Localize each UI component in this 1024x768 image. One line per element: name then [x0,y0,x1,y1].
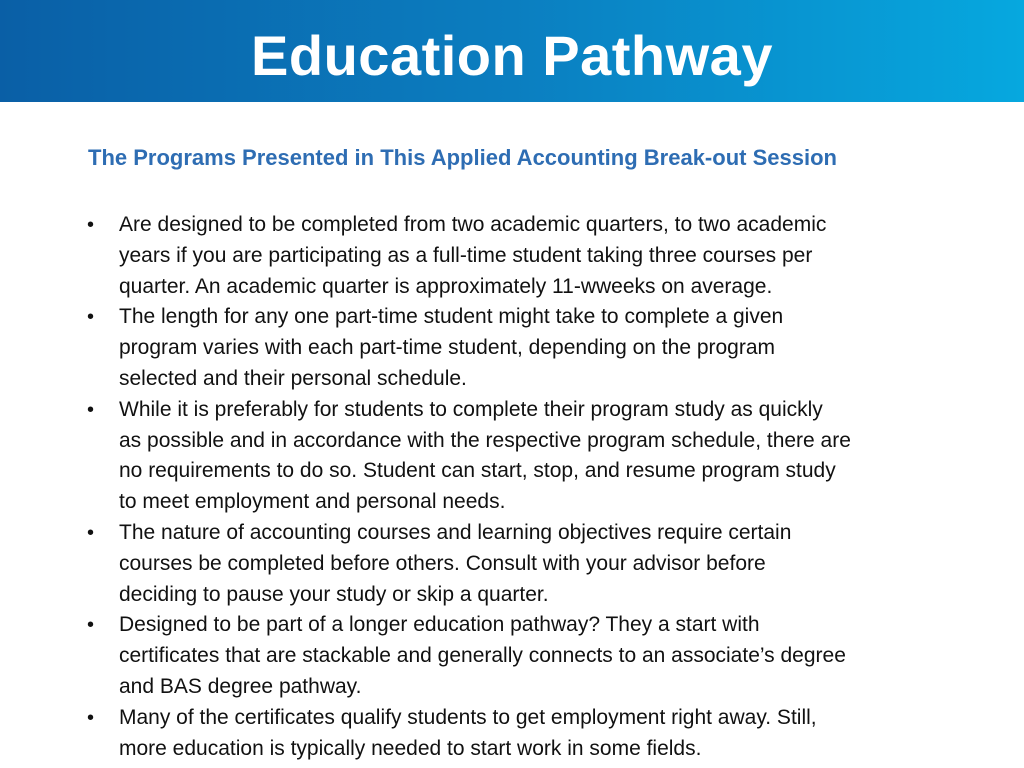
bullet-line: The length for any one part-time student might take to complete a given [119,305,784,329]
bullet-line: selected and their personal schedule. [119,366,467,390]
bullet-dot-icon: • [87,614,95,637]
bullet-line: The nature of accounting courses and learning objectives require certain [119,520,792,544]
bullet-item [88,210,958,302]
bullet-item [88,703,958,765]
bullet-line: Designed to be part of a longer education pathway? They a start with [119,613,760,637]
bullet-line: no requirements to do so. Student can start, stop, and resume program study [119,459,836,483]
bullet-line: program varies with each part-time student, depending on the program [119,336,776,360]
bullet-item [88,302,958,394]
bullet-dot-icon: • [87,306,95,329]
bullet-line: courses be completed before others. Consult with your advisor before [119,551,766,575]
bullet-line: and BAS degree pathway. [119,674,362,698]
bullet-dot-icon: • [87,706,95,729]
bullet-line: While it is preferably for students to complete their program study as quickly [119,397,823,421]
bullet-item [88,610,958,702]
bullet-dot-icon: • [87,521,95,544]
bullet-line: more education is typically needed to start work in some fields. [119,736,702,760]
bullet-line: years if you are participating as a full-time student taking three courses per [119,243,813,267]
bullet-item [88,518,958,610]
bullet-line: certificates that are stackable and generally connects to an associate’s degree [119,644,846,668]
slide-title: Education Pathway [251,24,773,87]
bullet-line: Are designed to be completed from two academic quarters, to two academic [119,213,827,236]
slide-subtitle: The Programs Presented in This Applied Accounting Break-out Session [88,145,837,170]
bullet-dot-icon: • [87,398,95,421]
bullet-line: Many of the certificates qualify students to get employment right away. Still, [119,705,817,729]
bullet-line: to meet employment and personal needs. [119,490,506,514]
bullet-line: quarter. An academic quarter is approximately 11-wweeks on average. [119,274,773,298]
bullet-list [88,210,958,764]
bullet-line: deciding to pause your study or skip a quarter. [119,582,549,606]
bullet-dot-icon: • [87,214,95,236]
bullet-item [88,395,958,518]
bullet-line: as possible and in accordance with the respective program schedule, there are [119,428,851,452]
